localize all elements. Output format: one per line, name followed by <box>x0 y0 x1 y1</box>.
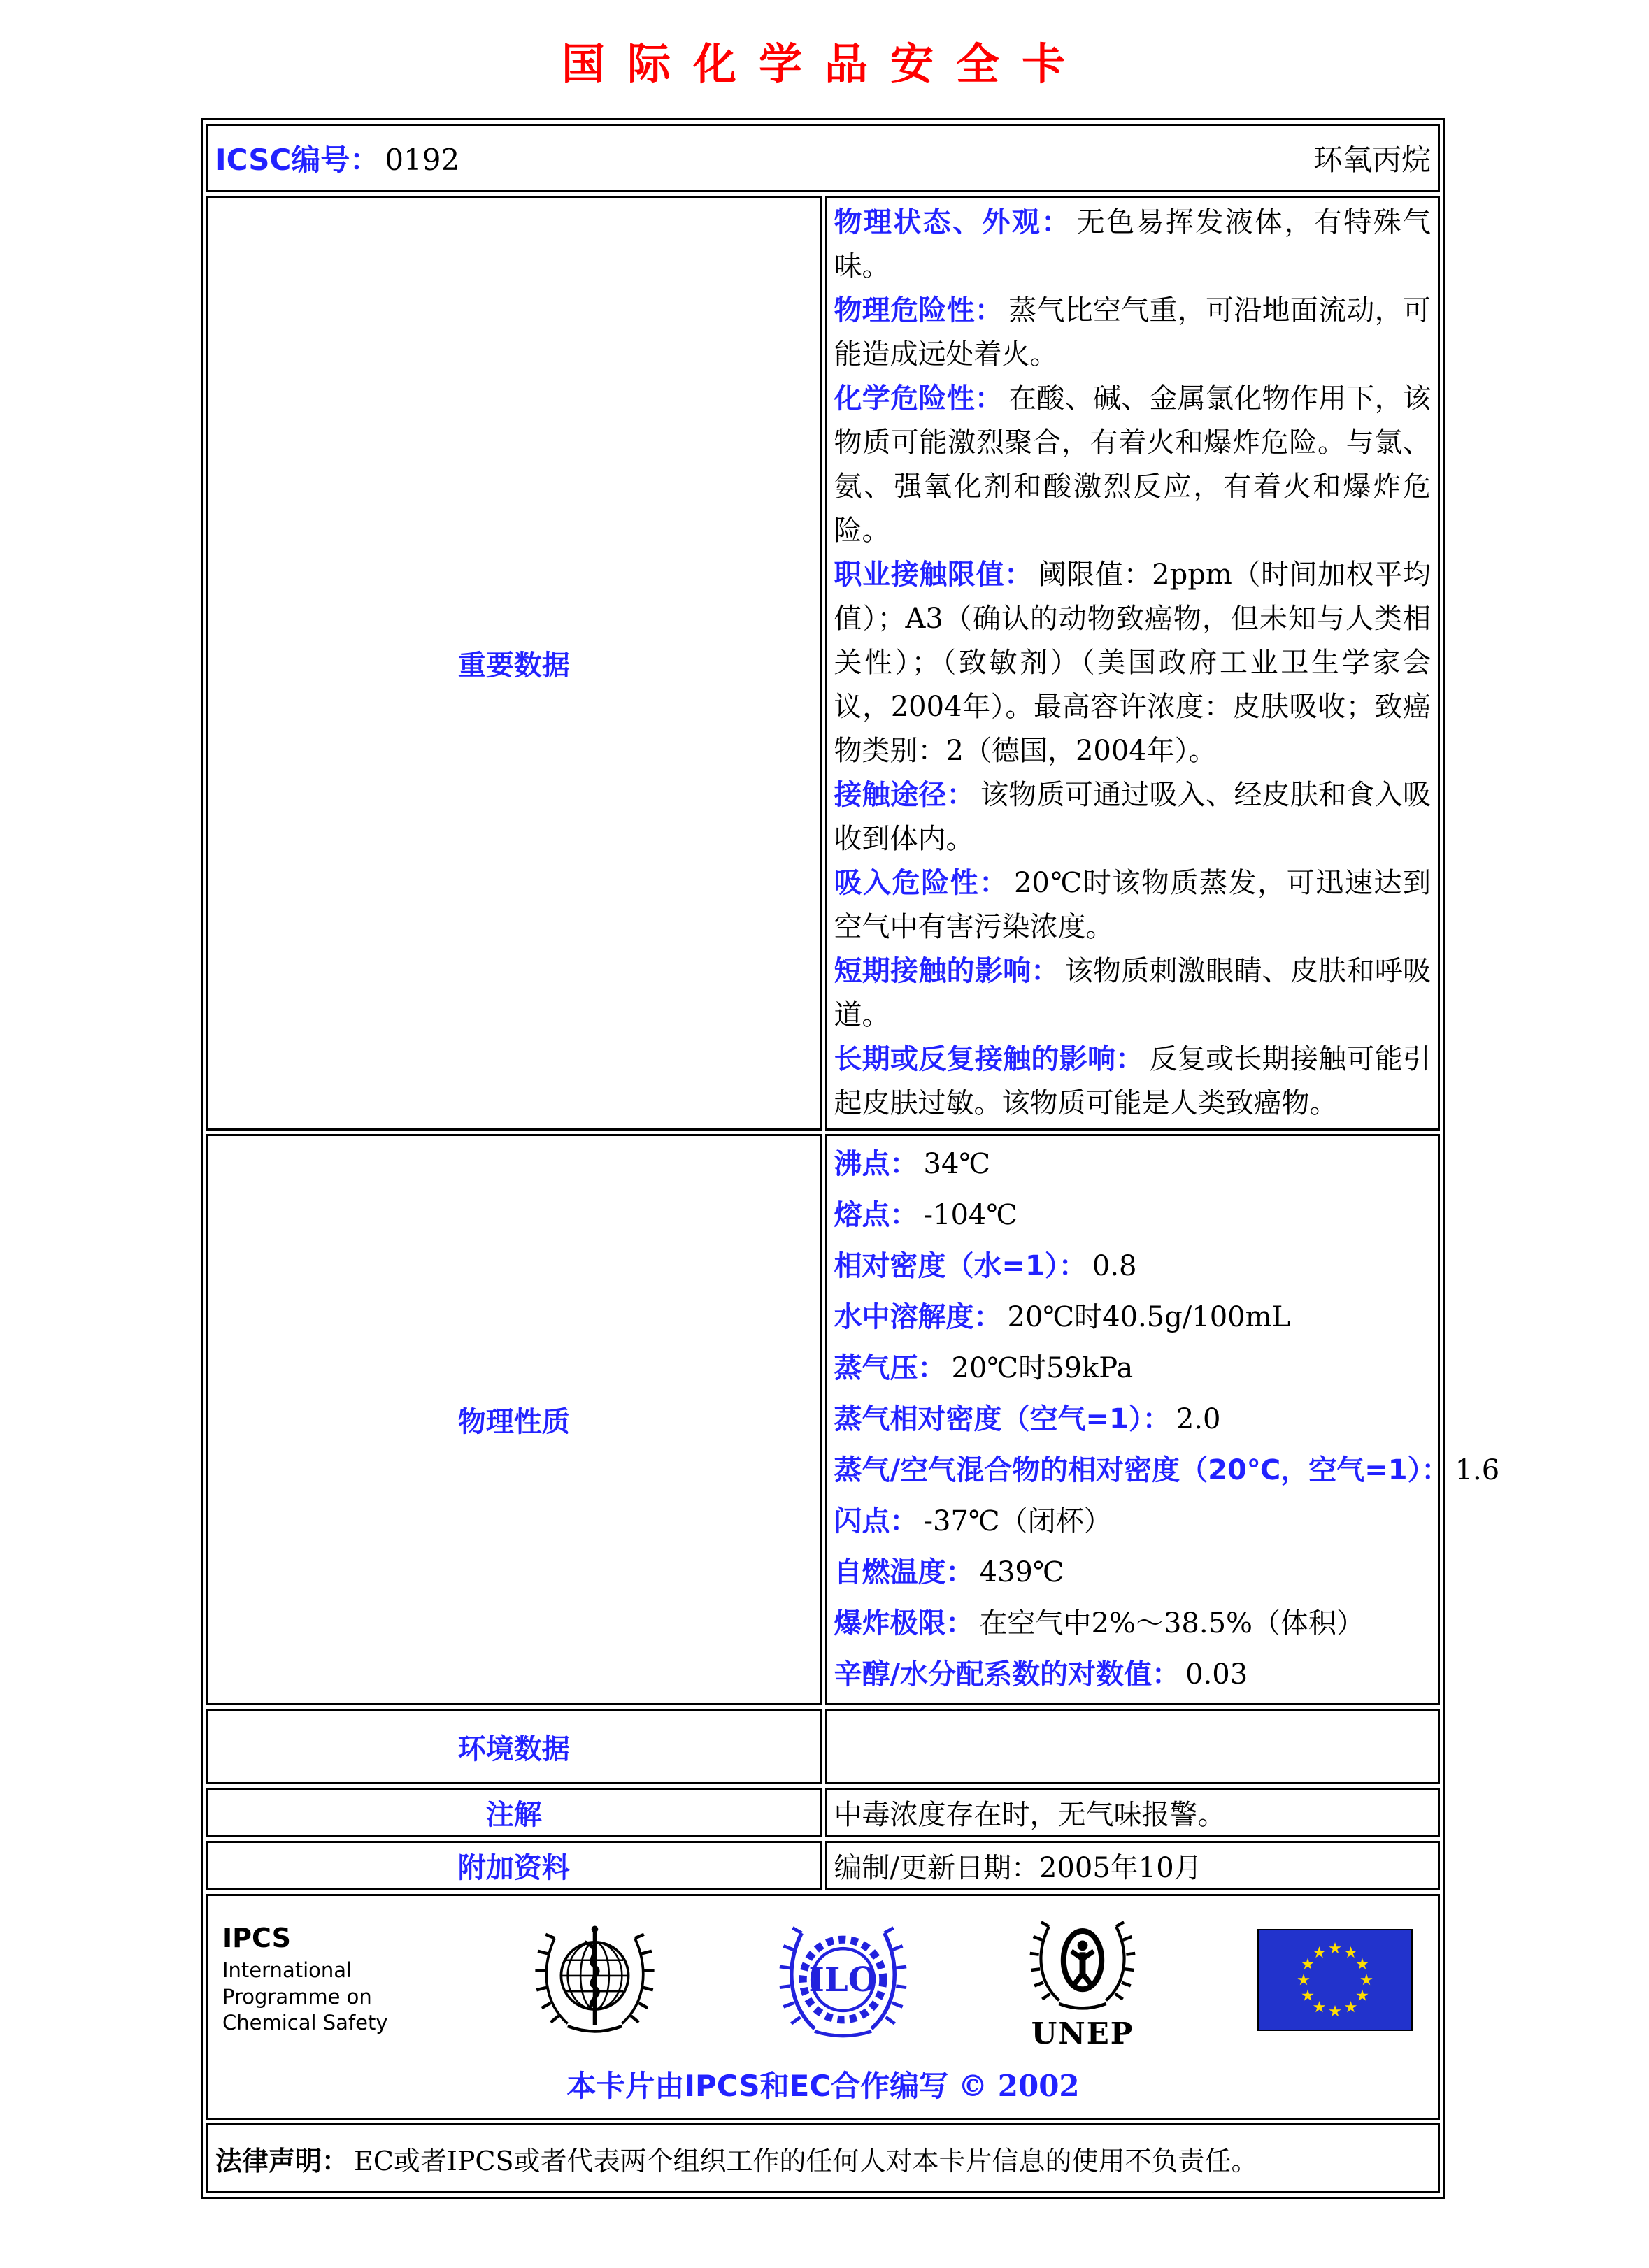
property-label: 相对密度（水=1）： <box>834 1250 1087 1282</box>
item-label: 化学危险性： <box>834 382 1004 415</box>
legal-cell <box>206 2123 1440 2193</box>
property-value: 20℃时59kPa <box>951 1352 1134 1384</box>
property-value: 439℃ <box>979 1556 1064 1588</box>
additional-info-title: 附加资料 <box>206 1841 822 1890</box>
property-value: -104℃ <box>923 1199 1018 1231</box>
property-label: 沸点： <box>834 1148 918 1180</box>
notes-cell: 中毒浓度存在时，无气味报警。 <box>825 1788 1441 1837</box>
physical-properties-row <box>206 1134 1440 1705</box>
item-text: 在酸、碱、金属氯化物作用下，该物质可能激烈聚合，有着火和爆炸危险。与氯、氨、强氧化剂和酸激烈反应，有着火和爆炸危险。 <box>834 382 1432 547</box>
property-value: 1.6 <box>1455 1454 1500 1486</box>
notes-title: 注解 <box>206 1788 822 1837</box>
additional-info-row <box>206 1841 1440 1890</box>
logos-cell <box>206 1894 1440 2120</box>
chemical-name: 环氧丙烷 <box>1313 143 1431 177</box>
ipcs-line1: International <box>222 1958 352 1982</box>
legal-text: EC或者IPCS或者代表两个组织工作的任何人对本卡片信息的使用不负责任。 <box>354 2145 1258 2176</box>
property-label: 闪点： <box>834 1505 918 1537</box>
property-row <box>834 1292 1432 1343</box>
important-data-item <box>834 773 1432 861</box>
copyright-text: © 2002 <box>958 2069 1080 2103</box>
property-value: 20℃时40.5g/100mL <box>1007 1301 1291 1333</box>
important-data-item <box>834 1038 1432 1126</box>
credit-line <box>215 2051 1431 2115</box>
icsc-card <box>201 118 1500 2199</box>
ipcs-text-block <box>222 1923 411 2037</box>
item-label: 职业接触限值： <box>834 559 1033 591</box>
page-title: 国际化学品安全卡 <box>561 38 1087 89</box>
item-label: 长期或反复接触的影响： <box>834 1043 1144 1075</box>
property-row <box>834 1343 1432 1394</box>
item-text: 20℃时该物质蒸发，可迅速达到空气中有害污染浓度。 <box>834 867 1432 943</box>
ilo-logo-icon <box>778 1915 908 2044</box>
item-text: 无色易挥发液体，有特殊气味。 <box>834 206 1432 282</box>
item-label: 短期接触的影响： <box>834 955 1059 987</box>
item-label: 物理危险性： <box>834 294 1004 326</box>
important-data-item <box>834 377 1432 553</box>
additional-info-cell: 编制/更新日期：2005年10月 <box>825 1841 1441 1890</box>
icsc-number-group <box>215 137 459 179</box>
legal-row <box>206 2123 1440 2193</box>
environmental-data-row <box>206 1709 1440 1784</box>
property-row <box>834 1649 1432 1700</box>
physical-properties-title: 物理性质 <box>206 1134 822 1705</box>
important-data-item <box>834 861 1432 949</box>
property-row <box>834 1445 1500 1496</box>
header-cell <box>206 124 1440 192</box>
unep-logo-icon <box>1027 1909 1138 2051</box>
property-value: 2.0 <box>1176 1403 1221 1435</box>
icsc-number-label: ICSC编号： <box>215 143 380 177</box>
eu-flag-icon <box>1257 1929 1413 2031</box>
unep-label: UNEP <box>1031 2016 1134 2051</box>
property-label: 爆炸极限： <box>834 1607 974 1639</box>
property-row <box>834 1496 1432 1547</box>
property-label: 辛醇/水分配系数的对数值： <box>834 1658 1180 1691</box>
header-row <box>206 124 1440 192</box>
item-label: 吸入危险性： <box>834 867 1008 899</box>
property-label: 蒸气相对密度（空气=1）： <box>834 1403 1171 1435</box>
important-data-item <box>834 201 1432 289</box>
item-text: 反复或长期接触可能引起皮肤过敏。该物质可能是人类致癌物。 <box>834 1043 1432 1119</box>
environmental-data-title: 环境数据 <box>206 1709 822 1784</box>
important-data-item <box>834 553 1432 773</box>
property-row <box>834 1190 1432 1241</box>
important-data-title: 重要数据 <box>206 196 822 1131</box>
property-row <box>834 1598 1432 1649</box>
environmental-data-cell <box>825 1709 1441 1784</box>
property-row <box>834 1394 1432 1445</box>
item-text: 阈限值：2ppm（时间加权平均值）；A3（确认的动物致癌物，但未知与人类相关性）；（致敏剂）（美国政府工业卫生学家会议，2004年）。最高容许浓度：皮肤吸收；致癌物类别：2（德国，2004年）。 <box>834 559 1432 767</box>
item-label: 接触途径： <box>834 779 975 811</box>
property-label: 自燃温度： <box>834 1556 974 1588</box>
icsc-number-value: 0192 <box>385 143 460 177</box>
property-label: 蒸气/空气混合物的相对密度（20℃，空气=1）： <box>834 1454 1450 1486</box>
property-value: -37℃（闭杯） <box>923 1505 1112 1537</box>
logos-row <box>206 1894 1440 2120</box>
important-data-item <box>834 289 1432 377</box>
notes-row <box>206 1788 1440 1837</box>
property-row <box>834 1139 1432 1190</box>
property-label: 水中溶解度： <box>834 1301 1002 1333</box>
important-data-items <box>834 201 1432 1126</box>
property-value: 34℃ <box>923 1148 991 1180</box>
important-data-cell <box>825 196 1441 1131</box>
property-label: 蒸气压： <box>834 1352 946 1384</box>
property-value: 0.03 <box>1185 1658 1248 1691</box>
property-row <box>834 1241 1432 1292</box>
legal-label: 法律声明： <box>215 2145 349 2176</box>
property-value: 0.8 <box>1092 1250 1137 1282</box>
ipcs-line2: Programme on <box>222 1984 372 2009</box>
ilo-monogram: ILO <box>808 1960 878 2000</box>
physical-properties-cell <box>825 1134 1500 1705</box>
important-data-row <box>206 196 1440 1131</box>
property-value: 在空气中2%～38.5%（体积） <box>979 1607 1365 1639</box>
item-text: 该物质刺激眼睛、皮肤和呼吸道。 <box>834 955 1432 1031</box>
ipcs-acronym: IPCS <box>222 1922 291 1953</box>
who-logo-icon <box>530 1915 659 2044</box>
item-text: 该物质可通过吸入、经皮肤和食入吸收到体内。 <box>834 779 1431 855</box>
important-data-item <box>834 949 1432 1038</box>
property-row <box>834 1547 1432 1598</box>
property-label: 熔点： <box>834 1199 918 1231</box>
ipcs-line3: Chemical Safety <box>222 2011 388 2035</box>
item-text: 蒸气比空气重，可沿地面流动，可能造成远处着火。 <box>834 294 1432 371</box>
credit-text: 本卡片由IPCS和EC合作编写 <box>566 2069 949 2103</box>
item-label: 物理状态、外观： <box>834 206 1071 238</box>
